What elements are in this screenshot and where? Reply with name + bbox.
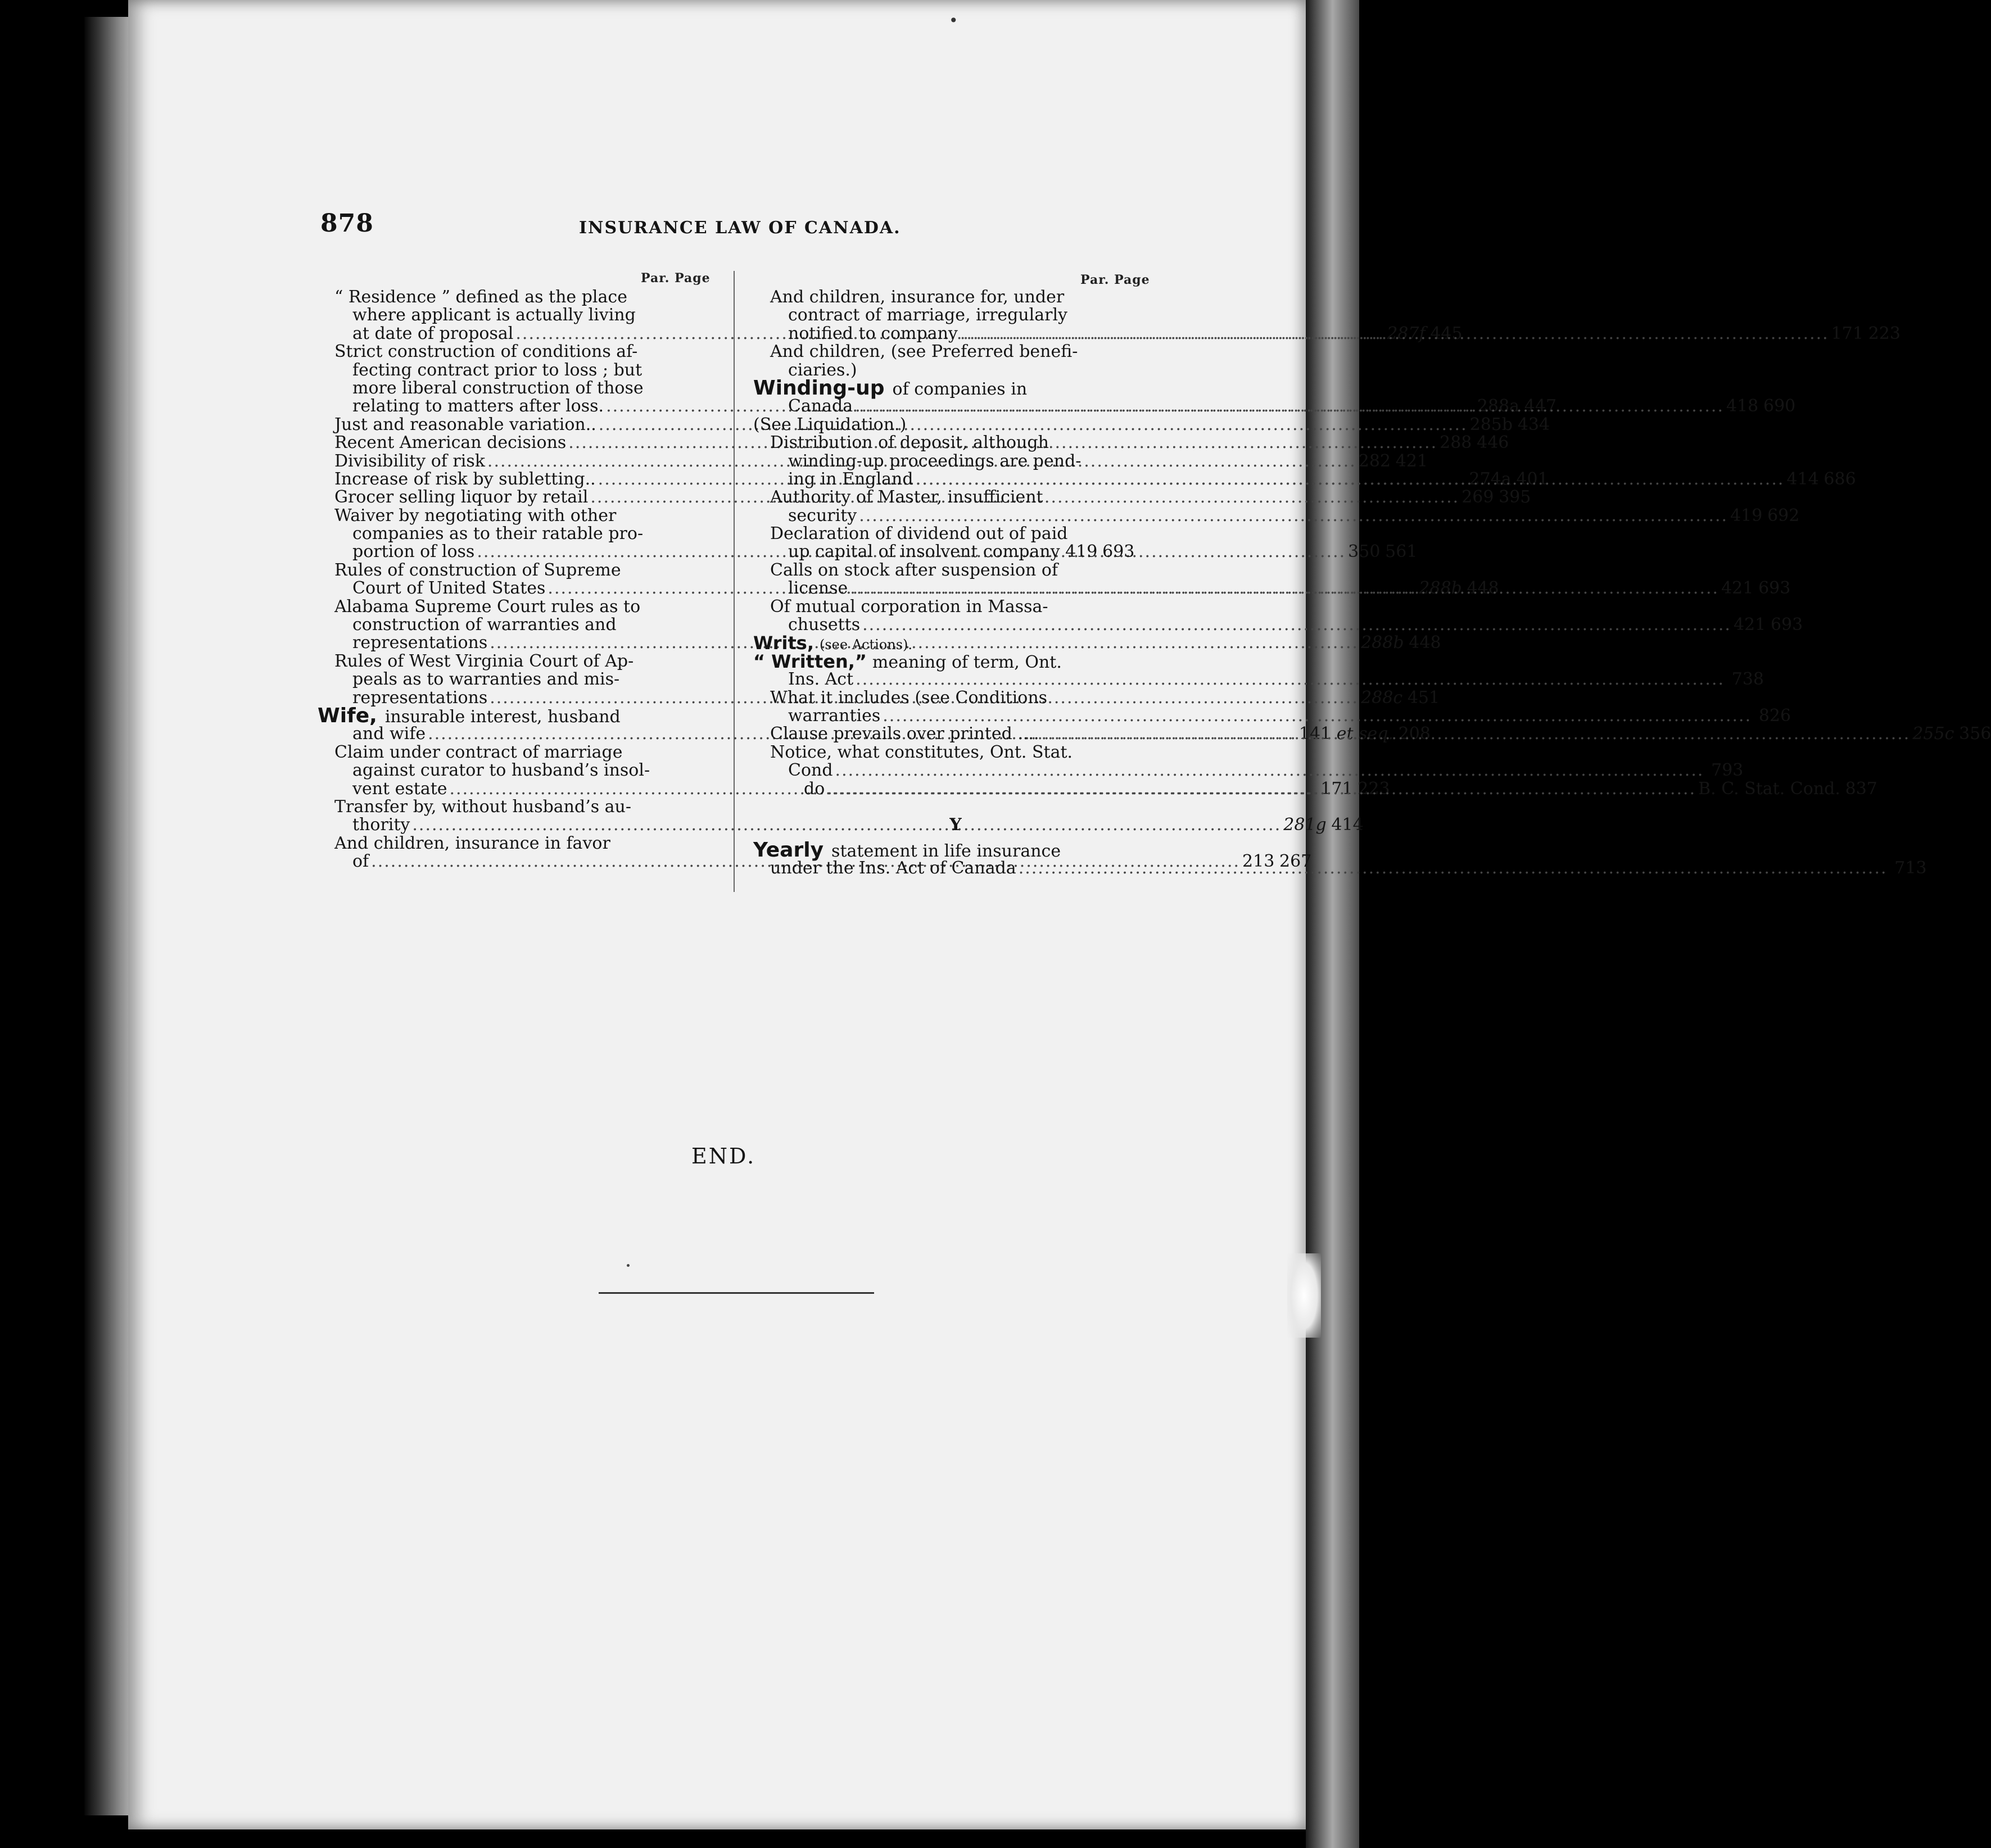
index-entry: winding-up proceedings are pend- [788, 451, 1082, 471]
index-entry: ing in England ..... 414 686 [753, 470, 1158, 488]
index-entry: Cond ..... 793 [753, 762, 1158, 780]
index-entry: Calls on stock after suspension of [770, 560, 1058, 580]
index-entry: representations ..... 288c 451 [318, 689, 725, 707]
index-entry: Court of United States ..... 288b 448 [318, 579, 725, 597]
index-entry: And children, insurance in favor [334, 833, 610, 853]
index-entry: notified to company ..... 171 223 [753, 325, 1158, 343]
index-entry: fecting contract prior to loss ; but [352, 360, 642, 380]
index-entry: vent estate ..... 171 223 [318, 780, 725, 798]
dot-leader [960, 325, 1829, 343]
index-entry: Rules of construction of Supreme [334, 560, 621, 580]
index-entry: chusetts ..... 421 693 [753, 616, 1158, 634]
index-entry: Clause prevails over printed .... ..... 255c 356 [753, 725, 1158, 743]
index-entry: Transfer by, without husband’s au- [334, 796, 632, 817]
index-entry: do ..... B. C. Stat. Cond. 837 [753, 780, 1158, 798]
index-entry: Divisibility of risk ..... 282 421 [318, 452, 725, 470]
index-entry: relating to matters after loss. ..... 288a 447 [318, 397, 725, 415]
letter-heading: Y [949, 815, 962, 835]
left-column-header: Par. Page [641, 271, 711, 286]
spacer [753, 798, 1158, 816]
index-entry: (See Liquidation.) [753, 414, 907, 434]
index-entry: ciaries.) [788, 360, 857, 380]
index-entry: where applicant is actually living [352, 305, 636, 325]
index-entry: Ins. Act ..... 738 [753, 671, 1158, 689]
index-entry: up capital of insolvent company 419 693 [788, 542, 1135, 562]
index-entry: companies as to their ratable pro- [352, 524, 644, 544]
index-entry: peals as to warranties and mis- [352, 669, 620, 690]
index-entry: Alabama Supreme Court rules as to [334, 596, 641, 617]
right-column-header: Par. Page [1080, 273, 1150, 287]
index-entry: What it includes (see Conditions [770, 687, 1048, 708]
dot-leader [859, 507, 1728, 525]
index-entry: at date of proposal ..... 287f 445 [318, 325, 725, 343]
book-edge-right [1306, 0, 1359, 1848]
index-heading: “ Written,” meaning of term, Ont. [753, 650, 1062, 672]
index-entry: Strict construction of conditions af- [334, 342, 638, 362]
index-entry: Recent American decisions ..... 288 446 [318, 434, 725, 452]
index-entry: Grocer selling liquor by retail ..... 269 395 [318, 488, 725, 506]
index-entry: Notice, what constitutes, Ont. Stat. [770, 742, 1073, 762]
index-entry: against curator to husband’s insol- [352, 760, 650, 781]
index-entry: more liberal construction of those [352, 378, 644, 398]
index-heading: Winding-up of companies in [753, 376, 1028, 400]
index-entry: warranties ..... 826 [753, 707, 1158, 725]
dot-leader [835, 762, 1704, 780]
dot-leader [1042, 725, 1911, 743]
dot-leader [850, 579, 1719, 597]
print-dot [627, 1264, 630, 1267]
index-entry: Just and reasonable variation.. ..... 285b 434 [318, 416, 725, 434]
running-head: INSURANCE LAW OF CANADA. [579, 218, 901, 238]
headword: Yearly [753, 838, 824, 862]
dot-leader [855, 397, 1724, 415]
page-blemish [1287, 1253, 1321, 1338]
index-entry: and wife ..... 141 et seq. 208 [318, 725, 725, 743]
index-heading: Yearly statement in life insurance [753, 838, 1061, 862]
index-entry: And children, (see Preferred benefi- [770, 342, 1078, 362]
dot-leader [827, 780, 1696, 798]
index-entry: And children, insurance for, under [770, 287, 1065, 307]
index-entry: Waiver by negotiating with other [334, 505, 617, 526]
index-entry: under the Ins. Act of Canada ..... 713 [753, 859, 1158, 877]
index-entry: license ..... 421 693 [753, 579, 1158, 597]
index-entry: Of mutual corporation in Massa- [770, 596, 1048, 617]
headword: Winding-up [753, 376, 885, 400]
dot-leader [862, 616, 1731, 634]
closing-rule [599, 1292, 874, 1294]
scan-speck: • [949, 11, 958, 30]
index-entry: “ Residence ” defined as the place [334, 287, 627, 307]
headword: Writs, [753, 632, 814, 654]
index-entry: construction of warranties and [352, 615, 617, 635]
headword: “ Written,” [753, 650, 867, 672]
dot-leader [883, 707, 1752, 725]
index-entry: Increase of risk by subletting.. ..... 274a 401 [318, 470, 725, 488]
index-heading: Wife, insurable interest, husband [318, 704, 621, 727]
index-entry: Canada ..... 418 690 [753, 397, 1158, 415]
headword: Wife, [318, 704, 377, 727]
page-number: 878 [320, 209, 374, 238]
index-entry: contract of marriage, irregularly [788, 305, 1068, 325]
index-entry: representations ..... 288b 448 [318, 634, 725, 652]
index-entry: of ..... 213 267 [318, 853, 725, 871]
index-heading: Writs, (see Actions). [753, 632, 913, 654]
index-entry: Authority of Master, insufficient [770, 487, 1043, 508]
index-entry: security ..... 419 692 [753, 507, 1158, 525]
book-edge-left [84, 17, 135, 1815]
index-entry: Distribution of deposit, although [770, 433, 1049, 453]
index-entry: Declaration of dividend out of paid [770, 524, 1068, 544]
index-entry: portion of loss ..... 350 561 [318, 543, 725, 561]
end-label: END. [691, 1144, 756, 1168]
dot-leader [1019, 859, 1888, 877]
dot-leader [856, 671, 1725, 689]
index-entry: Claim under contract of marriage [334, 742, 623, 762]
dot-leader [916, 470, 1785, 488]
index-entry: Rules of West Virginia Court of Ap- [334, 651, 634, 671]
index-entry: thority ..... 281g 414 [318, 816, 725, 834]
